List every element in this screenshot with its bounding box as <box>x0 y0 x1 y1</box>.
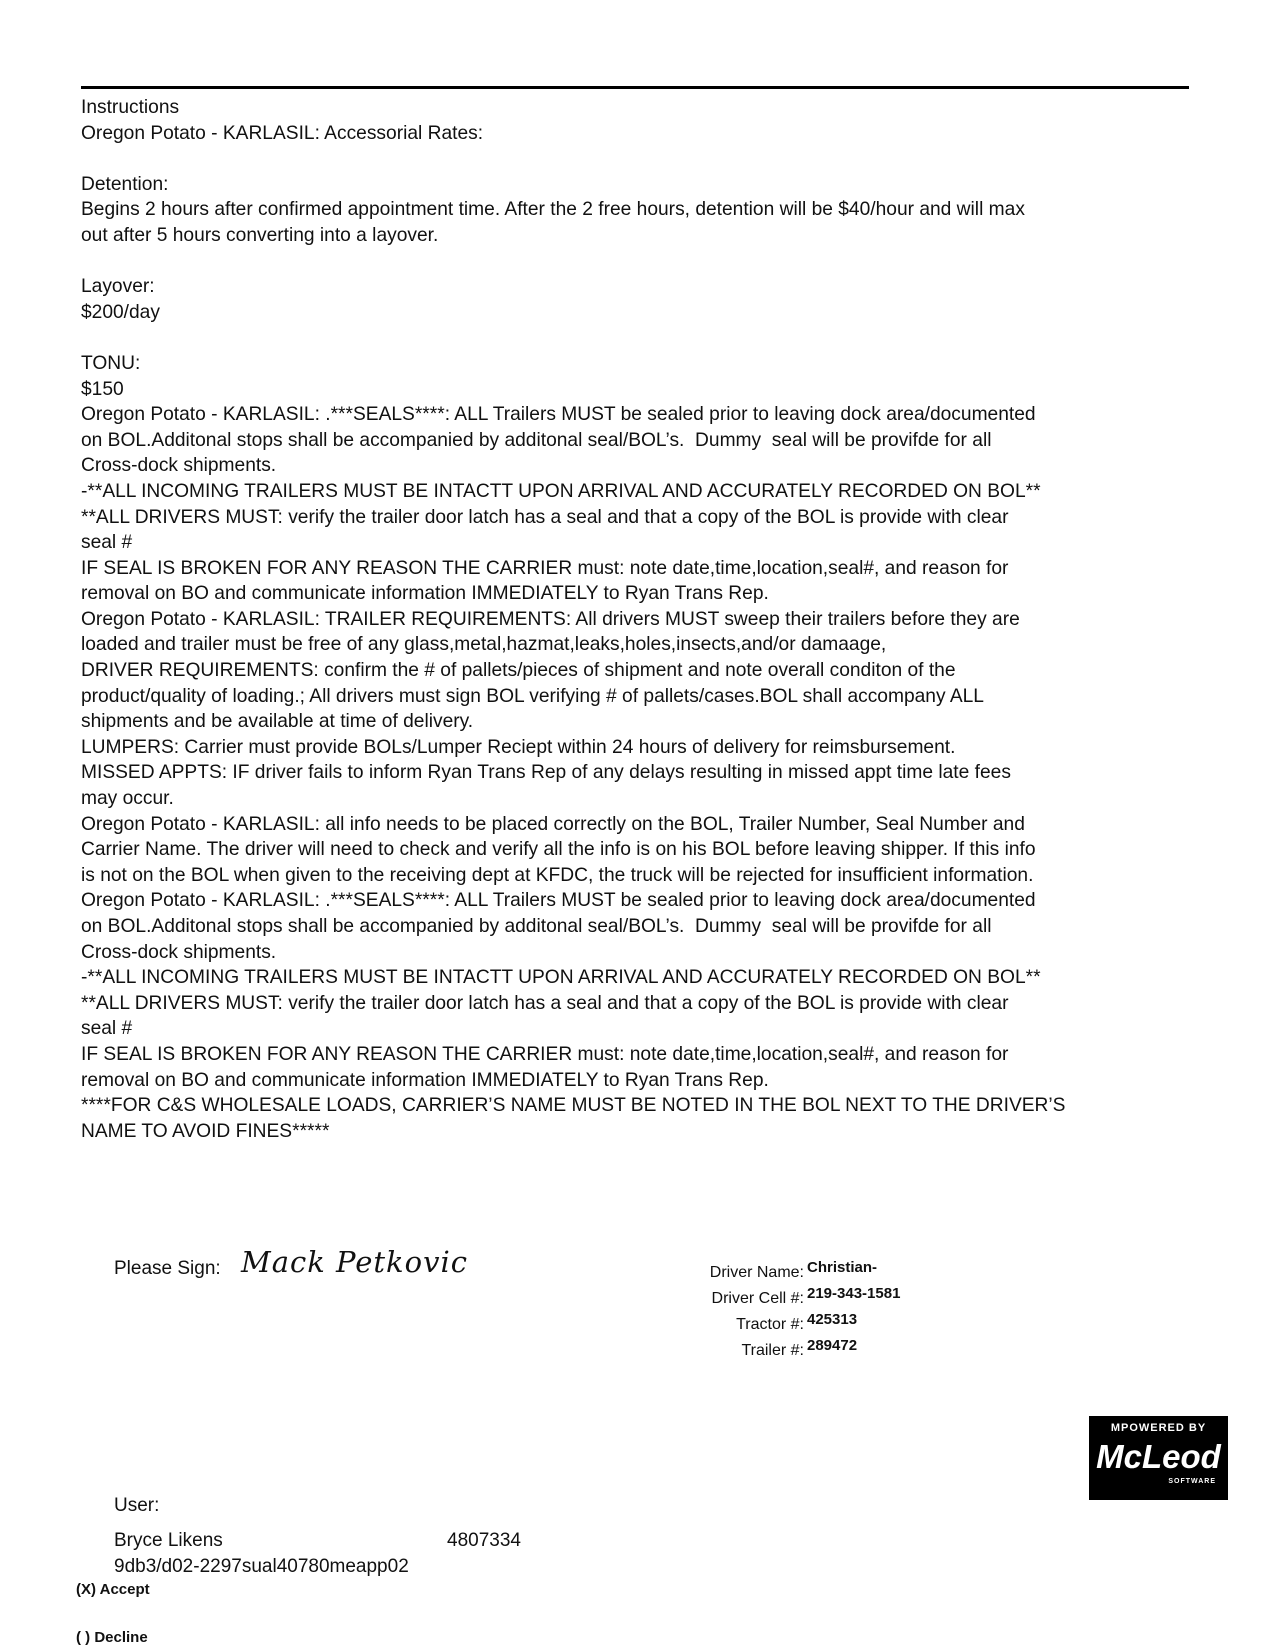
instruction-line: Oregon Potato - KARLASIL: all info needs to be placed correctly on the BOL, Trailer Number, Seal Number and <box>81 813 1025 835</box>
driver-name-label: Driver Name: <box>709 1264 804 1281</box>
instruction-line: **ALL DRIVERS MUST: verify the trailer door latch has a seal and that a copy of the BOL is provide with clear <box>81 506 1009 528</box>
signature-label: Please Sign: <box>114 1258 221 1279</box>
decline-option[interactable]: ( ) Decline <box>76 1629 148 1646</box>
instruction-line: removal on BO and communicate information IMMEDIATELY to Ryan Trans Rep. <box>81 583 769 605</box>
instruction-line: LUMPERS: Carrier must provide BOLs/Lumper Reciept within 24 hours of delivery for reimsbursement. <box>81 736 956 758</box>
logo-name: McLeod <box>1096 1438 1221 1475</box>
logo-tagline: MPOWERED BY <box>1110 1422 1207 1434</box>
header-rule <box>81 86 1189 89</box>
instruction-line: may occur. <box>81 788 174 810</box>
instruction-line: $200/day <box>81 301 160 323</box>
instruction-line: Cross-dock shipments. <box>81 455 277 477</box>
trailer-label: Trailer #: <box>741 1342 804 1359</box>
mcleod-logo <box>1089 1416 1228 1500</box>
instructions-text <box>81 95 1211 1144</box>
instruction-line: Detention: <box>81 173 169 195</box>
instruction-line: -**ALL INCOMING TRAILERS MUST BE INTACTT UPON ARRIVAL AND ACCURATELY RECORDED ON BOL** <box>81 967 1041 989</box>
instruction-line <box>81 146 1211 172</box>
instruction-line: TONU: <box>81 352 141 374</box>
logo-subtitle: SOFTWARE <box>1168 1478 1216 1485</box>
user-host: 9db3/d02-2297sual40780meapp02 <box>114 1556 409 1577</box>
instruction-line: **ALL DRIVERS MUST: verify the trailer door latch has a seal and that a copy of the BOL is provide with clear <box>81 992 1009 1014</box>
instruction-line: is not on the BOL when given to the receiving dept at KFDC, the truck will be rejected for insufficient information. <box>81 864 1034 886</box>
user-label: User: <box>114 1495 160 1516</box>
instruction-line: seal # <box>81 1018 133 1040</box>
instruction-line: shipments and be available at time of delivery. <box>81 711 474 733</box>
instruction-line: Oregon Potato - KARLASIL: TRAILER REQUIREMENTS: All drivers MUST sweep their trailers before they are <box>81 608 1020 630</box>
instruction-line: MISSED APPTS: IF driver fails to inform Ryan Trans Rep of any delays resulting in missed appt time late fees <box>81 762 1011 784</box>
user-name: Bryce Likens <box>114 1530 223 1551</box>
instruction-line: -**ALL INCOMING TRAILERS MUST BE INTACTT UPON ARRIVAL AND ACCURATELY RECORDED ON BOL** <box>81 480 1041 502</box>
instruction-line <box>81 249 1211 275</box>
accept-option[interactable]: (X) Accept <box>76 1581 150 1598</box>
instruction-line: DRIVER REQUIREMENTS: confirm the # of pallets/pieces of shipment and note overall conditon of the <box>81 660 956 682</box>
instruction-line: Oregon Potato - KARLASIL: .***SEALS****: ALL Trailers MUST be sealed prior to leaving dock area/documented <box>81 890 1036 912</box>
instruction-line: NAME TO AVOID FINES***** <box>81 1120 330 1142</box>
tractor-value: 425313 <box>807 1311 858 1328</box>
instruction-line: Instructions <box>81 97 180 118</box>
instruction-line: removal on BO and communicate information IMMEDIATELY to Ryan Trans Rep. <box>81 1069 769 1091</box>
instruction-line: $150 <box>81 378 124 400</box>
driver-name-value: Christian- <box>807 1259 878 1276</box>
instruction-line: Cross-dock shipments. <box>81 941 277 963</box>
instruction-line <box>81 325 1211 351</box>
tractor-label: Tractor #: <box>736 1316 804 1333</box>
driver-cell-value: 219-343-1581 <box>807 1285 901 1302</box>
signature-image: Mack Petkovic <box>241 1245 468 1279</box>
instruction-line: product/quality of loading.; All drivers must sign BOL verifying # of pallets/cases.BOL shall accompany ALL <box>81 685 984 707</box>
instruction-line: IF SEAL IS BROKEN FOR ANY REASON THE CARRIER must: note date,time,location,seal#, and reason for <box>81 1043 1009 1065</box>
instruction-line: seal # <box>81 532 133 554</box>
user-id: 4807334 <box>447 1530 521 1551</box>
instruction-line: on BOL.Additonal stops shall be accompanied by additonal seal/BOL’s. Dummy seal will be provifde for all <box>81 916 992 937</box>
driver-cell-label: Driver Cell #: <box>711 1290 804 1307</box>
instruction-line: Begins 2 hours after confirmed appointment time. After the 2 free hours, detention will be $40/hour and will max <box>81 199 1025 221</box>
instruction-line: IF SEAL IS BROKEN FOR ANY REASON THE CARRIER must: note date,time,location,seal#, and reason for <box>81 557 1009 579</box>
instruction-line: on BOL.Additonal stops shall be accompanied by additonal seal/BOL’s. Dummy seal will be provifde for all <box>81 429 992 451</box>
trailer-value: 289472 <box>807 1337 858 1354</box>
instruction-line: loaded and trailer must be free of any glass,metal,hazmat,leaks,holes,insects,and/or damaage, <box>81 634 887 656</box>
instruction-line: ****FOR C&S WHOLESALE LOADS, CARRIER’S NAME MUST BE NOTED IN THE BOL NEXT TO THE DRIVER’S <box>81 1095 1066 1117</box>
instruction-line: Oregon Potato - KARLASIL: Accessorial Rates: <box>81 122 484 144</box>
instruction-line: Carrier Name. The driver will need to check and verify all the info is on his BOL before leaving shipper. If this info <box>81 839 1036 861</box>
instruction-line: out after 5 hours converting into a layover. <box>81 224 439 246</box>
instruction-line: Layover: <box>81 276 155 298</box>
instruction-line: Oregon Potato - KARLASIL: .***SEALS****: ALL Trailers MUST be sealed prior to leaving dock area/documented <box>81 404 1036 426</box>
